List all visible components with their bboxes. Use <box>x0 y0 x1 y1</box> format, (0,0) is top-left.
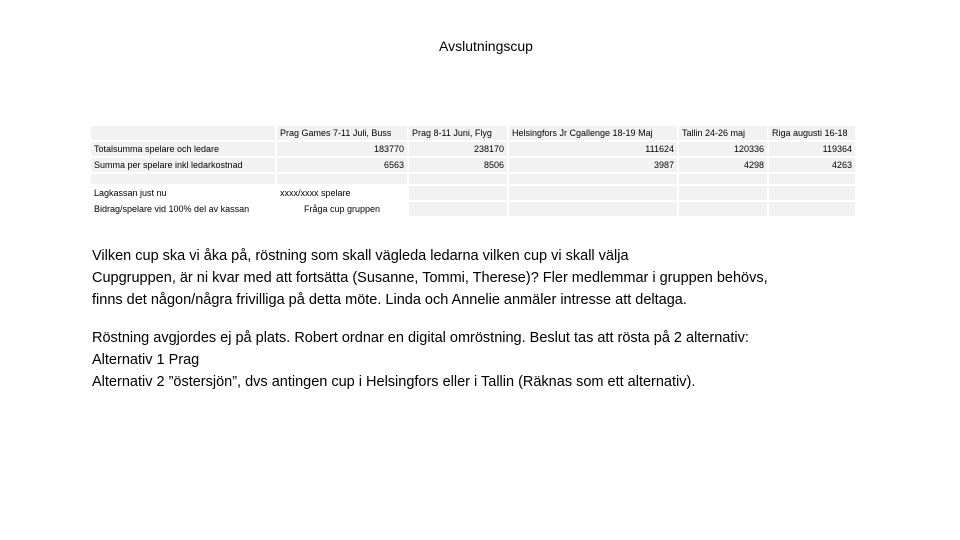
table-header-tallin: Tallin 24-26 maj <box>679 126 767 140</box>
bidrag-value: Fråga cup gruppen <box>303 203 381 214</box>
table-row <box>91 202 855 216</box>
table-cell <box>769 202 855 216</box>
table-cell <box>769 174 855 184</box>
table-cell: 4263 <box>769 158 855 172</box>
table-cell <box>769 186 855 200</box>
row-label-summa-per-spelare: Summa per spelare inkl ledarkostnad <box>91 158 275 172</box>
slide-title: Avslutningscup <box>439 38 533 54</box>
notes-line: Alternativ 2 ”östersjön”, dvs antingen cup i Helsingfors eller i Tallin (Räknas som ett alternativ). <box>92 374 696 390</box>
table-cell: 8506 <box>409 158 507 172</box>
table-header-blank <box>91 126 275 140</box>
lagkassan-value: xxxx/xxxx spelare <box>280 187 351 198</box>
table-spacer-row <box>91 174 855 184</box>
table-cell: 120336 <box>679 142 767 156</box>
notes-paragraph-decision <box>92 327 892 393</box>
table-cell: 4298 <box>679 158 767 172</box>
table-cell <box>91 174 275 184</box>
table-header-prag-flyg: Prag 8-11 Juni, Flyg <box>409 126 507 140</box>
table-cell: 183770 <box>277 142 407 156</box>
row-label-bidrag: Bidrag/spelare vid 100% del av kassan <box>94 203 250 214</box>
table-header-prag-games: Prag Games 7-11 Juli, Buss <box>277 126 407 140</box>
table-cell <box>409 202 507 216</box>
notes-line: Röstning avgjordes ej på plats. Robert ordnar en digital omröstning. Beslut tas att rösta på 2 alternativ: <box>92 330 749 346</box>
notes-line: Vilken cup ska vi åka på, röstning som skall vägleda ledarna vilken cup vi skall välja <box>92 248 629 264</box>
table-cell <box>509 174 677 184</box>
table-cell: 238170 <box>409 142 507 156</box>
table-header-row <box>91 126 855 140</box>
table-row <box>91 158 855 172</box>
row-label-lagkassan: Lagkassan just nu <box>94 187 167 198</box>
table-cell <box>409 174 507 184</box>
table-cell <box>409 186 507 200</box>
table-header-helsingfors: Helsingfors Jr Cgallenge 18-19 Maj <box>509 126 677 140</box>
table-cell <box>277 174 407 184</box>
table-cell <box>509 186 677 200</box>
row-label-totalsumma: Totalsumma spelare och ledare <box>91 142 275 156</box>
table-cell <box>679 174 767 184</box>
table-cell: 6563 <box>277 158 407 172</box>
table-cell <box>509 202 677 216</box>
table-header-riga: Riga augusti 16-18 <box>769 126 855 140</box>
cup-cost-table <box>89 124 857 218</box>
table-cell <box>679 202 767 216</box>
table-cell: 111624 <box>509 142 677 156</box>
table-cell: 119364 <box>769 142 855 156</box>
table-cell <box>679 186 767 200</box>
table-cell: 3987 <box>509 158 677 172</box>
notes-line: finns det någon/några frivilliga på detta möte. Linda och Annelie anmäler intresse att deltaga. <box>92 292 687 308</box>
table-row <box>91 142 855 156</box>
table-row <box>91 186 855 200</box>
notes-paragraph-cup-vote <box>92 245 892 311</box>
notes-line: Alternativ 1 Prag <box>92 352 200 368</box>
notes-line: Cupgruppen, är ni kvar med att fortsätta (Susanne, Tommi, Therese)? Fler medlemmar i gruppen behövs, <box>92 270 768 286</box>
meeting-notes <box>92 245 892 409</box>
